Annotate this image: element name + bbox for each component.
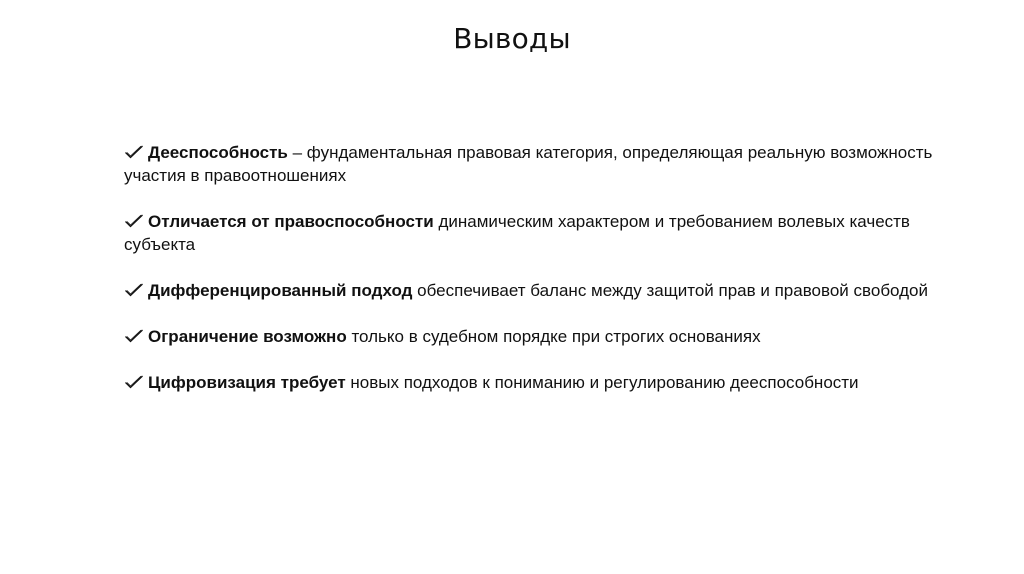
list-item bbox=[124, 279, 984, 302]
slide-title: Выводы bbox=[453, 22, 571, 55]
list-item bbox=[124, 325, 984, 348]
point-text: динамическим характером и требованием волевых качеств субъекта bbox=[124, 212, 910, 254]
check-mark-icon bbox=[124, 375, 144, 389]
point-text: обеспечивает баланс между защитой прав и правовой свободой bbox=[412, 281, 929, 300]
point-bold: Ограничение возможно bbox=[148, 327, 347, 346]
point-bold: Дифференцированный подход bbox=[148, 281, 413, 300]
point-text: новых подходов к пониманию и регулированию дееспособности bbox=[345, 373, 859, 392]
check-mark-icon bbox=[124, 329, 144, 343]
check-mark-icon bbox=[124, 283, 144, 297]
point-text: только в судебном порядке при строгих основаниях bbox=[346, 327, 761, 346]
conclusions-list bbox=[124, 141, 984, 417]
point-text: – фундаментальная правовая категория, определяющая реальную возможность участия в правоотношениях bbox=[124, 143, 933, 185]
list-item bbox=[124, 371, 984, 394]
check-mark-icon bbox=[124, 145, 144, 159]
list-item bbox=[124, 141, 984, 187]
point-bold: Цифровизация требует bbox=[148, 373, 346, 392]
list-item bbox=[124, 210, 984, 256]
check-mark-icon bbox=[124, 214, 144, 228]
point-bold: Дееспособность bbox=[148, 143, 288, 162]
point-bold: Отличается от правоспособности bbox=[148, 212, 434, 231]
